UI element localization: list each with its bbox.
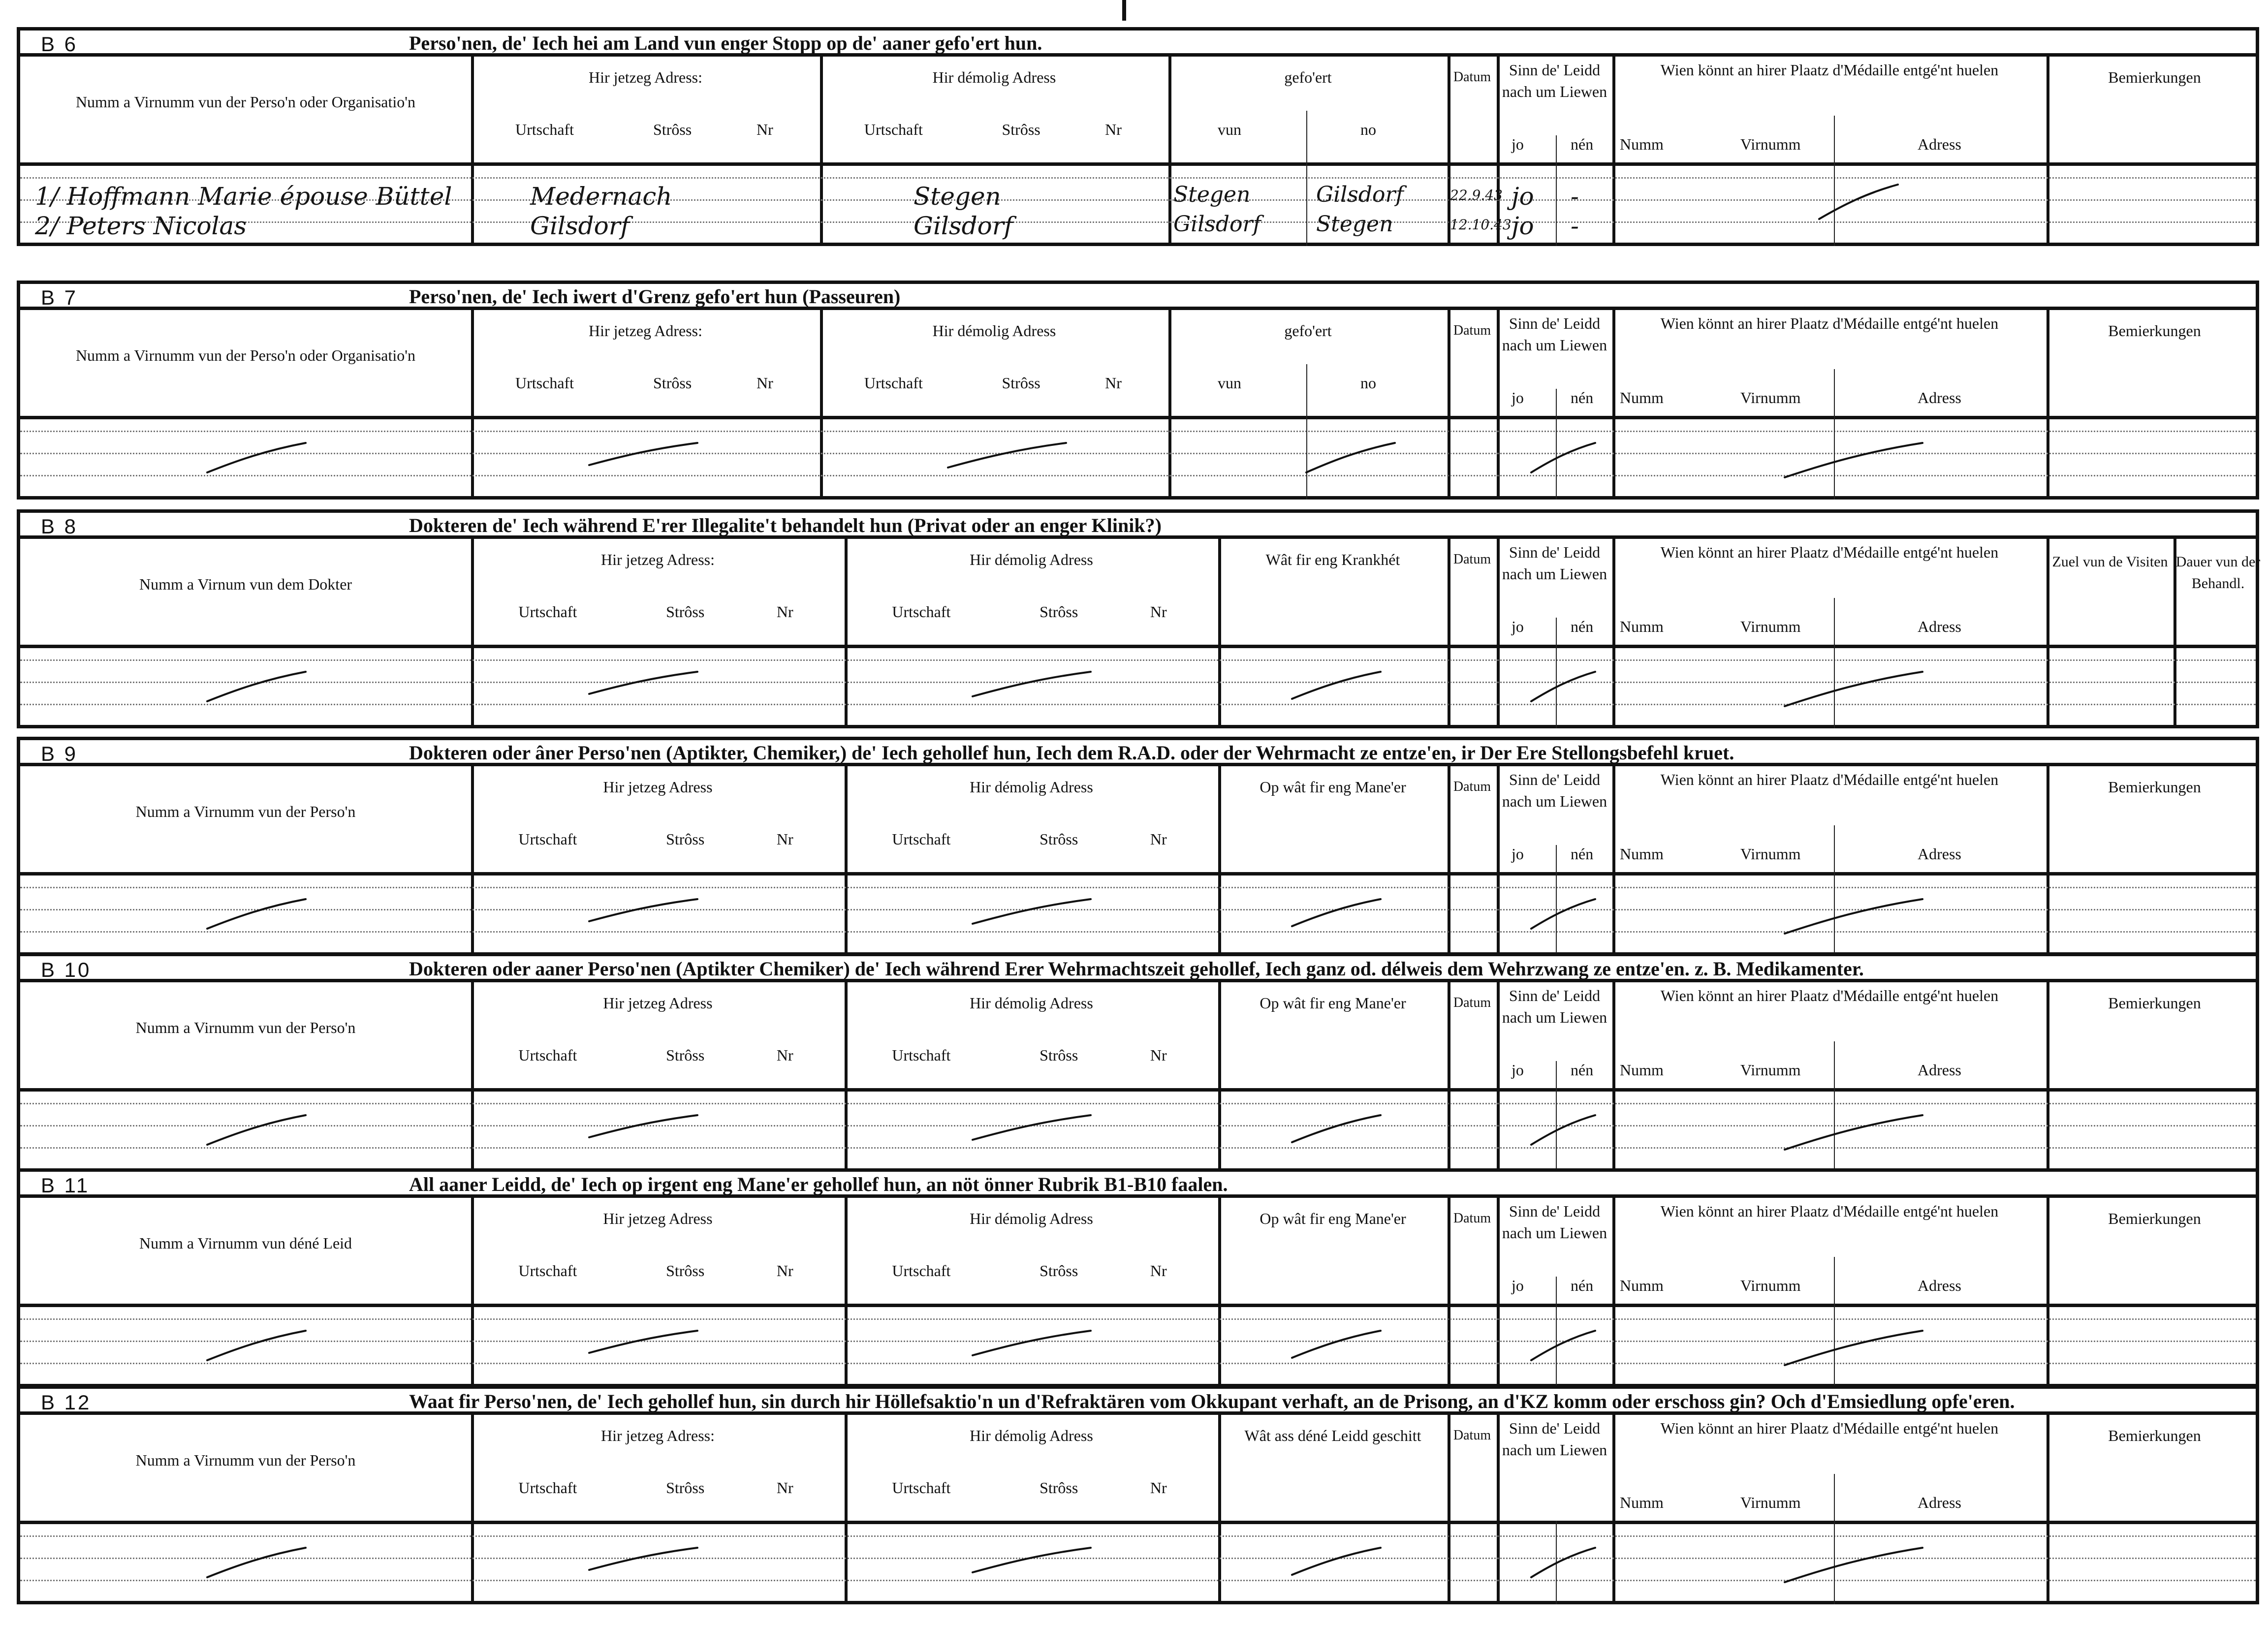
alive-no-subheader: nén [1571, 135, 1594, 153]
medal-address-subheader: Adress [1918, 618, 1961, 635]
address-subheader: Nr [776, 1262, 793, 1280]
address-subheader: Nr [1150, 1046, 1167, 1064]
address-subheader: Nr [776, 830, 793, 848]
to-subheader: no [1360, 374, 1376, 392]
address-subheader: Strôss [666, 603, 705, 621]
empty-mark-dash [207, 1331, 306, 1360]
section-title-bar [17, 509, 2259, 539]
section-b12 [17, 1385, 2259, 1604]
address-subheader: Urtschaft [518, 1046, 577, 1064]
column3-header: gefo'ert [1284, 322, 1332, 340]
medal-name-subheader: Numm [1620, 845, 1664, 863]
empty-mark-dash [973, 1331, 1091, 1355]
alive-no-subheader: nén [1571, 845, 1594, 863]
empty-mark-dash [1785, 443, 1922, 477]
empty-mark-dash [1785, 899, 1922, 934]
name-column-header: Numm a Virnumm vun der Perso'n [135, 803, 356, 820]
medal-header: Wien könnt an hirer Plaatz d'Médaille entgé'nt huelen [1660, 1202, 1999, 1220]
top-mark [1122, 0, 1126, 21]
empty-mark-dash [1531, 899, 1595, 929]
former-address-header: Hir démolig Adress [970, 1210, 1093, 1227]
column3-header: Wât fir eng Krankhét [1265, 551, 1400, 568]
section-title: Perso'nen, de' Iech iwert d'Grenz gefo'ert hun (Passeuren) [409, 285, 901, 308]
remarks-header: Bemierkungen [2108, 1427, 2201, 1444]
address-subheader: Nr [1105, 121, 1122, 138]
medal-header: Wien könnt an hirer Plaatz d'Médaille entgé'nt huelen [1660, 61, 1999, 79]
address-subheader: Strôss [1040, 830, 1078, 848]
current-address-header: Hir jetzeg Adress: [588, 68, 703, 86]
alive-header: Sinn de' Leidd nach um Liewen [1502, 1419, 1607, 1459]
header-divider [20, 416, 2256, 419]
section-title-bar [17, 953, 2259, 982]
empty-mark-dash [973, 672, 1091, 696]
section-title: Dokteren oder âner Perso'nen (Aptikter, Chemiker,) de' Iech gehollef hun, Iech dem R.A.D. oder der Wehrmacht ze entze'en, ir Der Ere Stellongsbefehl kruet. [409, 742, 1734, 764]
address-subheader: Nr [1150, 830, 1167, 848]
section-table [17, 535, 2259, 728]
empty-mark-dash [1306, 443, 1395, 472]
section-title: Waat fir Perso'nen, de' Iech gehollef hun, sin durch hir Höllefsaktio'n un d'Refraktären vom Okkupant verhaft, an de Prisong, an d'KZ komm oder erschoss gin? Och d'Emsiedlung opfe'eren. [409, 1390, 2015, 1412]
section-title-bar [17, 27, 2259, 57]
header-divider [20, 872, 2256, 876]
empty-mark-dash [1531, 1331, 1595, 1360]
section-b11 [17, 1168, 2259, 1387]
address-subheader: Nr [756, 374, 773, 392]
empty-mark-dash [589, 899, 697, 921]
empty-mark-dash [207, 672, 306, 701]
medal-firstname-subheader: Virnumm [1740, 1277, 1801, 1294]
dotted-row-line [20, 1535, 2256, 1537]
empty-mark-dash [1785, 1115, 1922, 1150]
current-address-header: Hir jetzeg Adress [603, 994, 713, 1012]
address-subheader: Nr [756, 121, 773, 138]
name-column-header: Numm a Virnumm vun der Perso'n [135, 1019, 356, 1036]
empty-mark-dash [207, 899, 306, 929]
from-subheader: vun [1218, 121, 1241, 138]
header-divider [20, 1304, 2256, 1307]
date-header: Datum [1453, 1428, 1491, 1443]
name-column-header: Numm a Virnumm vun der Perso'n [135, 1451, 356, 1469]
current-address-header: Hir jetzeg Adress: [600, 551, 715, 568]
medal-address-subheader: Adress [1918, 389, 1961, 406]
column3-header: Op wât fir eng Mane'er [1260, 778, 1406, 796]
medal-header: Wien könnt an hirer Plaatz d'Médaille entgé'nt huelen [1660, 771, 1999, 788]
medal-address-subheader: Adress [1918, 1061, 1961, 1079]
header-divider [20, 1088, 2256, 1092]
former-address-header: Hir démolig Adress [970, 1427, 1093, 1444]
column3-header: Op wât fir eng Mane'er [1260, 994, 1406, 1012]
dotted-row-line [20, 177, 2256, 179]
medal-address-subheader: Adress [1918, 1494, 1961, 1511]
empty-mark-dash [589, 443, 697, 465]
medal-address-subheader: Adress [1918, 135, 1961, 153]
former-address-header: Hir démolig Adress [970, 778, 1093, 796]
section-b6 [17, 27, 2259, 246]
section-table [17, 307, 2259, 500]
alive-yes-subheader: jo [1512, 135, 1524, 153]
empty-mark-dash [973, 1548, 1091, 1572]
medal-name-subheader: Numm [1620, 1061, 1664, 1079]
treatment-duration-header: Dauer vun der Behandl. [2175, 554, 2261, 592]
column-divider [1612, 310, 1615, 496]
column-divider [1612, 766, 1615, 952]
sub-divider [1834, 1474, 1835, 1604]
empty-mark-dash [1292, 1331, 1381, 1358]
header-divider [20, 645, 2256, 648]
from-subheader: vun [1218, 374, 1241, 392]
empty-mark-dash [1531, 1115, 1595, 1145]
entry-current-address: Gilsdorf [530, 212, 630, 240]
entry-alive-yes: jo [1512, 212, 1534, 240]
current-address-header: Hir jetzeg Adress [603, 778, 713, 796]
section-table [17, 979, 2259, 1172]
entry-to: Stegen [1316, 212, 1393, 237]
entry-current-address: Medernach [530, 182, 672, 211]
medal-name-subheader: Numm [1620, 1277, 1664, 1294]
empty-mark-dash [1531, 443, 1595, 472]
entry-alive-no: - [1571, 212, 1579, 240]
address-subheader: Urtschaft [518, 1262, 577, 1280]
alive-header: Sinn de' Leidd nach um Liewen [1502, 987, 1607, 1026]
address-subheader: Strôss [666, 830, 705, 848]
section-code: B 10 [41, 958, 92, 981]
address-subheader: Urtschaft [518, 1479, 577, 1497]
alive-no-subheader: nén [1571, 389, 1594, 406]
section-title-bar [17, 281, 2259, 310]
entry-date: 22.9.43 [1450, 187, 1503, 203]
dotted-row-line [20, 431, 2256, 432]
section-title-bar [17, 1385, 2259, 1415]
alive-yes-subheader: jo [1512, 1061, 1524, 1079]
current-address-header: Hir jetzeg Adress: [600, 1427, 715, 1444]
address-subheader: Urtschaft [518, 603, 577, 621]
alive-header: Sinn de' Leidd nach um Liewen [1502, 61, 1607, 100]
section-code: B 8 [41, 515, 78, 538]
empty-mark-dash [973, 1115, 1091, 1140]
empty-mark-dash [589, 1331, 697, 1353]
sub-divider [1834, 1257, 1835, 1387]
section-code: B 11 [41, 1174, 90, 1197]
name-column-header: Numm a Virnumm vun déné Leid [139, 1234, 352, 1252]
dotted-row-line [20, 1318, 2256, 1320]
medal-name-subheader: Numm [1620, 389, 1664, 406]
medal-name-subheader: Numm [1620, 1494, 1664, 1511]
empty-mark-dash [1785, 1331, 1922, 1365]
sub-divider [1834, 1041, 1835, 1172]
entry-from: Gilsdorf [1173, 212, 1261, 237]
medal-address-subheader: Adress [1918, 1277, 1961, 1294]
empty-mark-dash [1785, 1548, 1922, 1582]
alive-header: Sinn de' Leidd nach um Liewen [1502, 314, 1607, 354]
entry-name: 1/ Hoffmann Marie épouse Büttel [35, 182, 452, 211]
name-column-header: Numm a Virnumm vun der Perso'n oder Organisatio'n [75, 93, 416, 111]
section-title: Dokteren oder aaner Perso'nen (Aptikter Chemiker) de' Iech während Erer Wehrmachtszeit gehollef, Iech ganz od. délweis dem Wehrzwang ze entze'en. z. B. Medikamenter. [409, 958, 1864, 980]
header-divider [20, 1521, 2256, 1524]
dotted-row-line [20, 659, 2256, 661]
date-header: Datum [1453, 995, 1491, 1010]
section-b8 [17, 509, 2259, 728]
address-subheader: Urtschaft [518, 830, 577, 848]
alive-header: Sinn de' Leidd nach um Liewen [1502, 543, 1607, 583]
address-subheader: Strôss [666, 1262, 705, 1280]
dotted-row-line [20, 221, 2256, 223]
entry-alive-no: - [1571, 182, 1579, 211]
section-code: B 7 [41, 286, 78, 309]
medal-address-subheader: Adress [1918, 845, 1961, 863]
date-header: Datum [1453, 323, 1491, 338]
dotted-row-line [20, 1103, 2256, 1104]
empty-mark-dash [973, 899, 1091, 924]
column-divider [1612, 539, 1615, 725]
section-title: Dokteren de' Iech während E'rer Illegalite't behandelt hun (Privat oder an enger Klinik?) [409, 514, 1162, 536]
column-divider [1612, 1198, 1615, 1384]
address-subheader: Urtschaft [864, 374, 923, 392]
address-subheader: Urtschaft [864, 121, 923, 138]
alive-yes-subheader: jo [1512, 845, 1524, 863]
entry-former-address: Stegen [914, 182, 1001, 211]
remarks-header: Bemierkungen [2108, 322, 2201, 340]
address-subheader: Nr [1150, 603, 1167, 621]
date-header: Datum [1453, 69, 1491, 85]
address-subheader: Nr [776, 1479, 793, 1497]
empty-mark-dash [207, 1115, 306, 1145]
alive-yes-subheader: jo [1512, 1277, 1524, 1294]
medal-firstname-subheader: Virnumm [1740, 135, 1801, 153]
medal-header: Wien könnt an hirer Plaatz d'Médaille entgé'nt huelen [1660, 543, 1999, 561]
entry-to: Gilsdorf [1316, 182, 1404, 207]
address-subheader: Urtschaft [892, 830, 951, 848]
empty-mark-dash [1531, 1548, 1595, 1577]
section-title: Perso'nen, de' Iech hei am Land vun enger Stopp op de' aaner gefo'ert hun. [409, 32, 1042, 54]
name-column-header: Numm a Virnum vun dem Dokter [139, 575, 352, 593]
address-subheader: Strôss [1040, 603, 1078, 621]
section-b9 [17, 737, 2259, 956]
current-address-header: Hir jetzeg Adress: [588, 322, 703, 340]
section-code: B 12 [41, 1391, 92, 1414]
entry-name: 2/ Peters Nicolas [35, 212, 247, 240]
former-address-header: Hir démolig Adress [932, 68, 1056, 86]
former-address-header: Hir démolig Adress [932, 322, 1056, 340]
address-subheader: Strôss [666, 1479, 705, 1497]
address-subheader: Strôss [666, 1046, 705, 1064]
medal-firstname-subheader: Virnumm [1740, 618, 1801, 635]
remarks-header: Bemierkungen [2108, 68, 2201, 86]
empty-mark-dash [589, 672, 697, 694]
medal-firstname-subheader: Virnumm [1740, 1061, 1801, 1079]
alive-no-subheader: nén [1571, 618, 1594, 635]
sub-divider [1306, 364, 1307, 500]
medal-name-subheader: Numm [1620, 618, 1664, 635]
sub-divider [1556, 135, 1557, 246]
address-subheader: Nr [1150, 1479, 1167, 1497]
section-b10 [17, 953, 2259, 1172]
empty-mark-dash [1785, 672, 1922, 706]
entry-from: Stegen [1173, 182, 1251, 207]
empty-mark-dash [207, 443, 306, 472]
alive-no-subheader: nén [1571, 1061, 1594, 1079]
empty-mark-dash [589, 1548, 697, 1570]
column3-header: gefo'ert [1284, 68, 1332, 86]
empty-mark-dash [1292, 1548, 1381, 1575]
alive-no-subheader: nén [1571, 1277, 1594, 1294]
former-address-header: Hir démolig Adress [970, 551, 1093, 568]
address-subheader: Urtschaft [892, 603, 951, 621]
address-subheader: Urtschaft [515, 374, 574, 392]
empty-mark-dash [1292, 672, 1381, 699]
address-subheader: Strôss [1040, 1262, 1078, 1280]
section-title: All aaner Leidd, de' Iech op irgent eng Mane'er gehollef hun, an nöt önner Rubrik B1-B10 faalen. [409, 1173, 1228, 1195]
empty-mark-dash [1292, 1115, 1381, 1142]
medal-firstname-subheader: Virnumm [1740, 1494, 1801, 1511]
alive-header: Sinn de' Leidd nach um Liewen [1502, 771, 1607, 810]
entry-former-address: Gilsdorf [914, 212, 1013, 240]
visits-header: Zuel vun de Visiten [2052, 554, 2168, 570]
address-subheader: Nr [1105, 374, 1122, 392]
address-subheader: Nr [1150, 1262, 1167, 1280]
medal-header: Wien könnt an hirer Plaatz d'Médaille entgé'nt huelen [1660, 987, 1999, 1004]
name-column-header: Numm a Virnumm vun der Perso'n oder Organisatio'n [75, 346, 416, 364]
sub-divider [1306, 111, 1307, 246]
sub-divider [1834, 825, 1835, 956]
dotted-row-line [20, 887, 2256, 888]
remarks-header: Bemierkungen [2108, 994, 2201, 1012]
remarks-header: Bemierkungen [2108, 1210, 2201, 1227]
empty-mark-dash [1531, 672, 1595, 701]
sub-divider [1834, 116, 1835, 246]
medal-header: Wien könnt an hirer Plaatz d'Médaille entgé'nt huelen [1660, 314, 1999, 332]
section-table [17, 53, 2259, 246]
section-code: B 6 [41, 32, 78, 56]
alive-yes-subheader: jo [1512, 389, 1524, 406]
medal-firstname-subheader: Virnumm [1740, 389, 1801, 406]
section-code: B 9 [41, 742, 78, 765]
section-table [17, 763, 2259, 956]
section-b7 [17, 281, 2259, 500]
date-header: Datum [1453, 1211, 1491, 1226]
section-table [17, 1411, 2259, 1604]
section-title-bar [17, 1168, 2259, 1198]
address-subheader: Nr [776, 1046, 793, 1064]
entry-date: 12.10.43 [1450, 217, 1512, 233]
address-subheader: Strôss [653, 374, 692, 392]
address-subheader: Strôss [1040, 1046, 1078, 1064]
address-subheader: Strôss [1002, 121, 1040, 138]
address-subheader: Urtschaft [892, 1479, 951, 1497]
address-subheader: Strôss [1040, 1479, 1078, 1497]
empty-mark-dash [589, 1115, 697, 1137]
current-address-header: Hir jetzeg Adress [603, 1210, 713, 1227]
medal-header: Wien könnt an hirer Plaatz d'Médaille entgé'nt huelen [1660, 1419, 1999, 1437]
to-subheader: no [1360, 121, 1376, 138]
address-subheader: Nr [776, 603, 793, 621]
column3-header: Wât ass déné Leidd geschitt [1244, 1427, 1421, 1444]
column-divider [1612, 57, 1615, 243]
date-header: Datum [1453, 779, 1491, 794]
header-divider [20, 162, 2256, 166]
address-subheader: Strôss [653, 121, 692, 138]
sub-divider [1834, 598, 1835, 728]
address-subheader: Urtschaft [515, 121, 574, 138]
address-subheader: Urtschaft [892, 1046, 951, 1064]
column3-header: Op wât fir eng Mane'er [1260, 1210, 1406, 1227]
date-header: Datum [1453, 552, 1491, 567]
former-address-header: Hir démolig Adress [970, 994, 1093, 1012]
alive-yes-subheader: jo [1512, 618, 1524, 635]
column-divider [1612, 982, 1615, 1168]
entry-alive-yes: jo [1512, 182, 1534, 211]
address-subheader: Strôss [1002, 374, 1040, 392]
medal-firstname-subheader: Virnumm [1740, 845, 1801, 863]
alive-header: Sinn de' Leidd nach um Liewen [1502, 1202, 1607, 1242]
column-divider [1612, 1415, 1615, 1601]
medal-name-subheader: Numm [1620, 135, 1664, 153]
empty-mark-dash [1819, 185, 1898, 219]
empty-mark-dash [207, 1548, 306, 1577]
empty-mark-dash [948, 443, 1066, 468]
section-table [17, 1194, 2259, 1387]
empty-mark-dash [1292, 899, 1381, 926]
remarks-header: Bemierkungen [2108, 778, 2201, 796]
sub-divider [1834, 369, 1835, 500]
section-title-bar [17, 737, 2259, 766]
address-subheader: Urtschaft [892, 1262, 951, 1280]
